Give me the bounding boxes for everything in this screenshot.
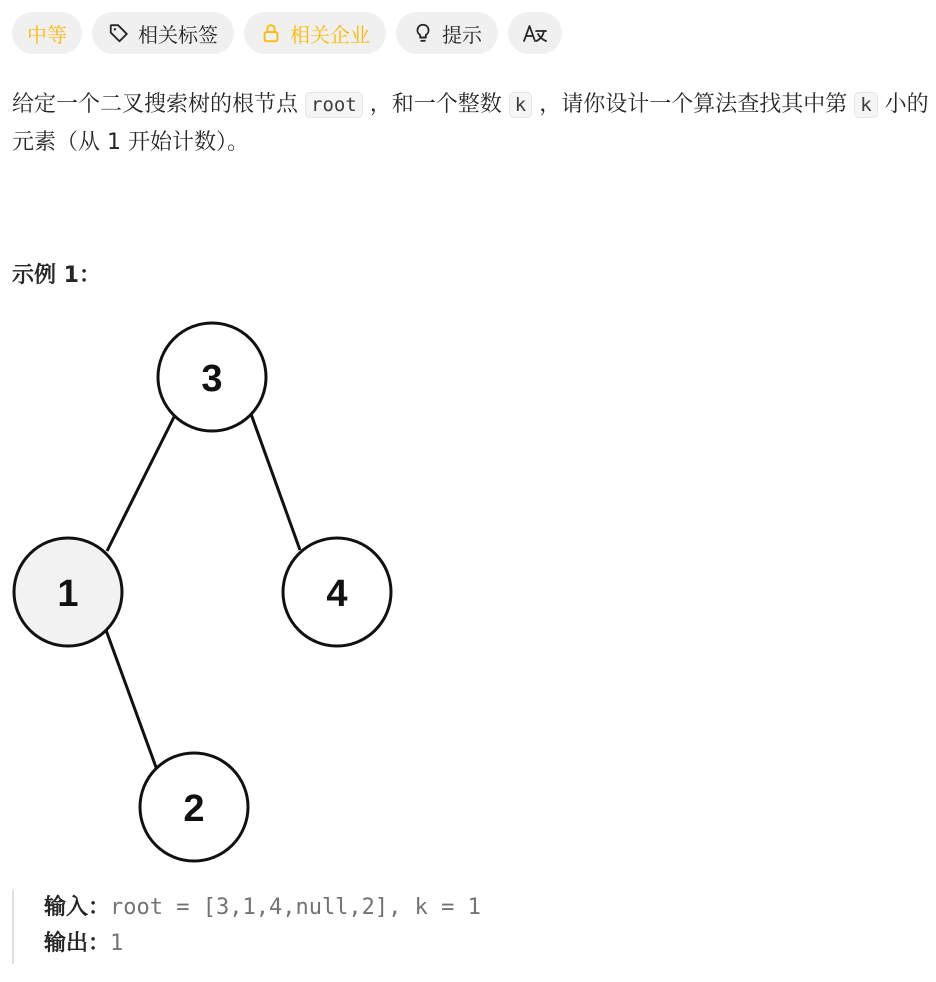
input-value: root = [3,1,4,null,2], k = 1 <box>110 895 481 920</box>
input-label: 输入： <box>44 895 111 920</box>
tree-node-label: 3 <box>201 358 223 400</box>
example-io-block <box>12 890 481 964</box>
desc-text-3: ，请你设计一个算法查找其中第 <box>532 92 855 117</box>
code-root: root <box>305 92 363 118</box>
example-input-line <box>44 890 481 926</box>
hint-button[interactable] <box>396 12 498 54</box>
lightbulb-icon <box>412 22 434 44</box>
code-k-2: k <box>854 92 877 118</box>
example-output-line <box>44 926 481 962</box>
related-tags-label: 相关标签 <box>138 22 218 47</box>
related-tags-button[interactable] <box>92 12 234 54</box>
translate-button[interactable] <box>508 12 562 54</box>
desc-text-4: 小的元素（从 1 开始计数）。 <box>12 92 929 155</box>
example-title: 示例 1： <box>12 263 101 288</box>
hint-label: 提示 <box>442 22 482 47</box>
tree-edge-3-1 <box>107 417 174 551</box>
translate-icon <box>522 22 548 44</box>
related-companies-button[interactable] <box>244 12 386 54</box>
difficulty-badge[interactable] <box>12 12 82 54</box>
example-tree-image <box>0 300 420 870</box>
tree-edge-3-4 <box>251 414 300 550</box>
tree-node-label: 1 <box>57 573 79 615</box>
difficulty-label: 中等 <box>27 22 67 47</box>
desc-text-1: 给定一个二叉搜索树的根节点 <box>12 92 305 117</box>
code-k: k <box>509 92 532 118</box>
related-companies-label: 相关企业 <box>290 22 370 47</box>
desc-text-2: ，和一个整数 <box>362 92 509 117</box>
tree-node-label: 4 <box>326 573 348 615</box>
output-label: 输出： <box>44 931 111 956</box>
lock-icon <box>260 22 282 44</box>
tree-node-label: 2 <box>183 788 205 830</box>
tag-row <box>12 12 562 54</box>
tag-icon <box>108 22 130 44</box>
problem-description <box>12 86 932 161</box>
tree-edge-1-2 <box>106 630 157 770</box>
output-value: 1 <box>110 931 124 956</box>
